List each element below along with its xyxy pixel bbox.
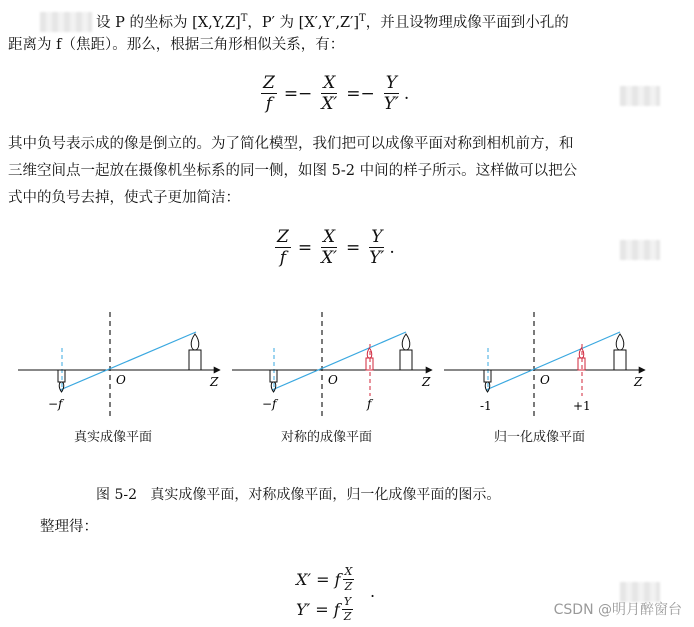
paragraph-intro-line2: 距离为 f（焦距）。那么，根据三角形相似关系，有： xyxy=(8,37,345,53)
denominator: Y′ xyxy=(369,248,385,268)
denominator: Z xyxy=(344,579,353,593)
figure-imaging-planes xyxy=(0,300,694,430)
right-focal-label: f xyxy=(367,397,372,411)
panel-symmetric-plane xyxy=(232,312,432,418)
figure-caption: 图 5-2 真实成像平面，对称成像平面，归一化成像平面的图示。 xyxy=(96,487,501,503)
tidy-label: 整理得： xyxy=(40,519,98,535)
fraction-x-xp xyxy=(319,228,339,267)
candle-object-icon xyxy=(400,334,412,370)
denominator: X′ xyxy=(321,248,338,268)
lhs: Y′ = f xyxy=(296,599,340,619)
text-line: 设 P 的坐标为 [X,Y,Z] xyxy=(96,14,241,31)
paragraph-symmetric-line2: 三维空间点一起放在摄像机坐标系的同一侧，如图 5-2 中间的样子所示。这样做可以把公 xyxy=(8,163,578,179)
redacted-block-top xyxy=(40,12,92,32)
numerator: Z xyxy=(263,73,275,93)
operator: = xyxy=(297,237,313,258)
fraction-z-f xyxy=(275,228,291,267)
csdn-watermark: CSDN @明月醉窗台 xyxy=(553,602,682,618)
fraction-x-xp xyxy=(319,74,339,113)
panel-caption-symmetric: 对称的成像平面 xyxy=(281,430,373,445)
origin-label: O xyxy=(116,373,126,387)
equation-line-x xyxy=(296,564,357,594)
redacted-block-eq2 xyxy=(620,240,660,260)
light-ray xyxy=(486,332,620,390)
fraction-y-yp xyxy=(367,228,386,267)
left-focal-label: −f xyxy=(48,397,63,411)
light-ray xyxy=(272,332,406,390)
panel-normalized-plane xyxy=(444,312,645,418)
light-ray xyxy=(60,332,196,390)
candle-object-icon xyxy=(189,334,201,370)
period: . xyxy=(389,237,395,258)
right-normalized-label: +1 xyxy=(573,399,591,413)
redacted-block-eq1 xyxy=(620,86,660,106)
equation-period: . xyxy=(370,582,376,601)
numerator: X xyxy=(344,564,353,578)
fraction-z-f xyxy=(261,74,277,113)
panel-real-plane xyxy=(18,312,220,418)
fraction-y-z xyxy=(342,596,354,623)
numerator: X xyxy=(323,73,336,93)
denominator: X′ xyxy=(321,94,338,114)
equation-line-y xyxy=(296,594,357,624)
numerator: Y xyxy=(371,227,383,247)
denominator: Z xyxy=(343,609,352,623)
numerator: X xyxy=(322,227,336,247)
superscript: T xyxy=(240,13,248,24)
operator: =− xyxy=(346,83,375,104)
operator: =− xyxy=(283,83,313,104)
left-focal-label: −f xyxy=(262,397,277,411)
denominator: f xyxy=(265,94,273,114)
superscript: T xyxy=(359,13,366,24)
panel-caption-real: 真实成像平面 xyxy=(74,430,153,445)
left-normalized-label: -1 xyxy=(480,399,492,413)
denominator: Y′ xyxy=(383,94,399,114)
numerator: Z xyxy=(277,227,289,247)
paragraph-symmetric-line3: 式中的负号去掉，使式子更加简洁： xyxy=(8,190,240,206)
fraction-y-yp xyxy=(382,74,401,113)
text-line: ，P′ 为 [X′,Y′,Z′] xyxy=(247,14,360,31)
denominator: f xyxy=(279,248,287,268)
period: . xyxy=(403,83,410,104)
fraction-x-z xyxy=(343,566,355,593)
operator: = xyxy=(346,237,361,258)
equation-simplified xyxy=(272,228,399,267)
lhs: X′ = f xyxy=(296,569,341,589)
text-line: ，并且设物理成像平面到小孔的 xyxy=(365,14,569,31)
origin-label: O xyxy=(328,373,338,387)
candle-object-icon xyxy=(614,334,626,370)
axis-label: Z xyxy=(422,375,431,389)
axis-label: Z xyxy=(210,375,219,389)
panel-caption-normalized: 归一化成像平面 xyxy=(494,430,586,445)
numerator: Y xyxy=(343,594,352,608)
equation-similar-triangles xyxy=(258,74,413,113)
equation-projection xyxy=(296,564,357,624)
axis-label: Z xyxy=(634,375,643,389)
origin-label: O xyxy=(540,373,550,387)
paragraph-symmetric-line1: 其中负号表示成的像是倒立的。为了简化模型，我们把可以成像平面对称到相机前方，和 xyxy=(8,136,574,152)
numerator: Y xyxy=(385,73,397,93)
